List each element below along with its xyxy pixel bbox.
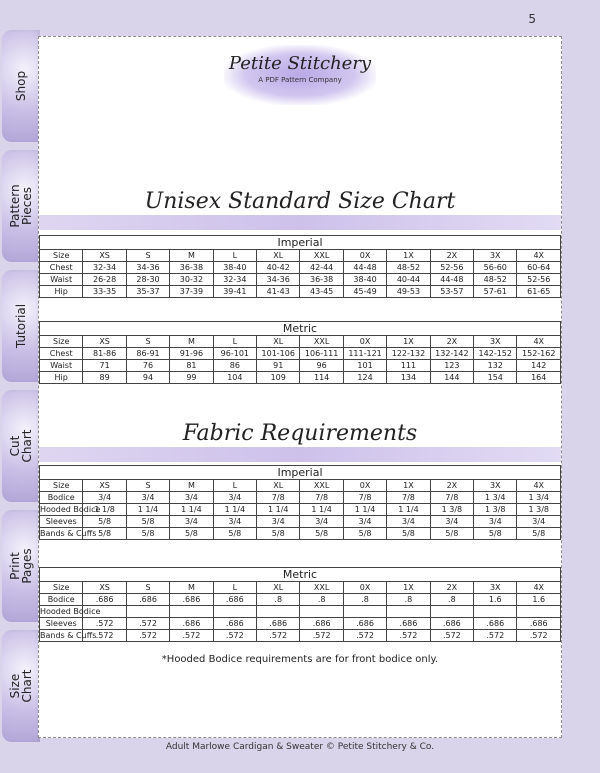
table-cell: .686 [343,618,386,630]
table-cell: .686 [387,618,430,630]
title-band [39,447,561,462]
table-cell: 154 [474,372,517,384]
table-header-cell: 1X [387,480,430,492]
table-cell: 5/8 [430,528,473,540]
table-cell: 45-49 [343,286,386,298]
table-header-cell: 4X [517,336,561,348]
table-header-cell: S [126,480,169,492]
table-cell: 44-48 [343,262,386,274]
table-cell: 3/4 [257,516,300,528]
table-row [40,262,561,274]
table-header-cell: 2X [430,480,473,492]
tab-cut-chart[interactable] [2,390,40,502]
table-cell: .686 [300,618,343,630]
size-chart-metric-table [39,321,561,384]
table-cell: 71 [83,360,126,372]
row-label: Hooded Bodice [40,505,101,514]
table-cell: 57-61 [474,286,517,298]
table-cell: 5/8 [474,528,517,540]
row-label: Chest [40,348,83,360]
table-cell: 122-132 [387,348,430,360]
table-cell: 101-106 [257,348,300,360]
row-label: Bands & Cuffs [40,529,97,538]
fabric-requirements-title: Fabric Requirements [182,421,418,446]
table-cell: 109 [257,372,300,384]
table-cell: 96 [300,360,343,372]
table-cell: 39-41 [213,286,256,298]
row-label: Waist [40,274,83,286]
table-cell: .686 [257,618,300,630]
table-cell: .572 [300,630,343,642]
table-cell: 111 [387,360,430,372]
table-cell: 5/8 [387,528,430,540]
table-header-cell: XL [257,336,300,348]
table-header-cell: 4X [517,250,561,262]
table-cell: .686 [430,618,473,630]
row-label: Bands & Cuffs [40,631,97,640]
page-footer: Adult Marlowe Cardigan & Sweater © Petite Stitchery & Co. [165,742,435,752]
page-number: 5 [528,12,536,26]
table-cell: 91-96 [170,348,213,360]
table-cell: 152-162 [517,348,561,360]
table-header-cell: 2X [430,250,473,262]
table-header-cell: M [170,582,213,594]
table-cell: 5/8 [83,528,126,540]
table-header-cell: Size [40,480,83,492]
table-header-row [40,582,561,594]
table-row [40,528,561,540]
table-cell: 1 1/4 [300,504,343,516]
table-cell [387,606,430,618]
table-cell: 81-86 [83,348,126,360]
table-row [40,630,561,642]
table-row [40,492,561,504]
table-cell [213,606,256,618]
table-header-cell: 0X [343,250,386,262]
table-cell: 1.6 [474,594,517,606]
row-label: Hip [40,372,83,384]
table-cell: 61-65 [517,286,561,298]
table-cell: 5/8 [213,528,256,540]
table-cell: .572 [83,618,126,630]
table-header-cell: XXL [300,480,343,492]
table-cell: 5/8 [343,528,386,540]
table-header-cell: L [213,480,256,492]
table-cell: 101 [343,360,386,372]
table-cell: 5/8 [257,528,300,540]
table-cell: .572 [126,630,169,642]
table-cell: 3/4 [387,516,430,528]
table-cell: 7/8 [257,492,300,504]
table-header-cell: S [126,336,169,348]
table-cell: 142-152 [474,348,517,360]
table-cell: .572 [83,630,126,642]
table-cell: 3/4 [517,516,561,528]
table-cell: 3/4 [343,516,386,528]
row-label: Bodice [40,492,83,504]
size-chart-title: Unisex Standard Size Chart [144,189,456,214]
table-header-row [40,250,561,262]
table-header-cell: M [170,480,213,492]
table-cell: 42-44 [300,262,343,274]
table-cell: 91 [257,360,300,372]
table-cell: .572 [213,630,256,642]
tab-print-pages[interactable] [2,510,40,622]
table-cell: 3/4 [170,492,213,504]
table-cell: 86 [213,360,256,372]
row-label: Sleeves [40,516,83,528]
table-row [40,348,561,360]
table-header-cell: 4X [517,480,561,492]
table-cell: .686 [170,618,213,630]
table-header-cell: 3X [474,336,517,348]
table-header-cell: L [213,250,256,262]
table-cell: 1 3/8 [474,504,517,516]
row-label: Hip [40,286,83,298]
table-cell: .686 [517,618,561,630]
tab-pattern-pieces-label: Pattern Pieces [8,184,34,228]
table-header-cell: S [126,582,169,594]
table-cell [126,606,169,618]
size-chart-imperial-table [39,235,561,298]
logo-subtitle: A PDF Pattern Company [258,76,342,84]
table-cell: 32-34 [213,274,256,286]
table-cell: 49-53 [387,286,430,298]
table-cell [430,606,473,618]
table-cell: 1 3/8 [430,504,473,516]
table-cell: .8 [300,594,343,606]
tab-shop[interactable] [2,30,40,142]
table-cell: .8 [257,594,300,606]
table-header-cell: 1X [387,336,430,348]
table-cell: 53-57 [430,286,473,298]
table-cell: 52-56 [430,262,473,274]
table-cell: 41-43 [257,286,300,298]
table-header-cell: XXL [300,336,343,348]
table-cell: 123 [430,360,473,372]
table-row [40,606,561,618]
fabric-imperial-table [39,465,561,540]
table-header-cell: 3X [474,250,517,262]
table-caption: Imperial [40,466,561,480]
table-cell: .572 [430,630,473,642]
table-cell [517,606,561,618]
table-caption: Metric [40,568,561,582]
table-row [40,516,561,528]
tab-size-chart-label: Size Chart [8,669,34,703]
fabric-metric-table [39,567,561,642]
table-header-cell: 2X [430,336,473,348]
table-cell: .572 [474,630,517,642]
table-cell: 3/4 [430,516,473,528]
table-cell: .686 [213,594,256,606]
table-row [40,274,561,286]
table-row [40,372,561,384]
table-cell: 76 [126,360,169,372]
table-cell: 164 [517,372,561,384]
table-header-cell: 1X [387,582,430,594]
table-cell: 48-52 [387,262,430,274]
table-header-cell: M [170,250,213,262]
table-cell: 3/4 [83,492,126,504]
table-cell: .8 [343,594,386,606]
table-cell [474,606,517,618]
table-cell [257,606,300,618]
table-cell: 26-28 [83,274,126,286]
table-cell: .572 [170,630,213,642]
table-cell: 5/8 [300,528,343,540]
table-header-cell: 0X [343,336,386,348]
table-cell: .572 [387,630,430,642]
table-cell: 89 [83,372,126,384]
table-cell: .572 [343,630,386,642]
table-cell: 33-35 [83,286,126,298]
table-cell: 144 [430,372,473,384]
table-header-cell: XS [83,480,126,492]
tab-cut-chart-label: Cut Chart [8,429,34,463]
table-caption: Metric [40,322,561,336]
tab-size-chart[interactable] [2,630,40,742]
table-cell: 1 1/4 [213,504,256,516]
tab-tutorial[interactable] [2,270,40,382]
table-cell: .8 [387,594,430,606]
table-header-cell: 3X [474,480,517,492]
table-header-cell: L [213,582,256,594]
table-cell: 38-40 [213,262,256,274]
table-cell: 3/4 [300,516,343,528]
table-header-cell: 3X [474,582,517,594]
table-cell: 5/8 [83,516,126,528]
row-label: Chest [40,262,83,274]
table-row [40,504,561,516]
table-cell: 43-45 [300,286,343,298]
table-cell: 1 3/8 [517,504,561,516]
table-cell: 40-44 [387,274,430,286]
table-cell: 3/4 [474,516,517,528]
tab-tutorial-label: Tutorial [14,303,28,349]
table-header-cell: XS [83,336,126,348]
table-cell: 5/8 [170,528,213,540]
table-cell: 1 1/4 [343,504,386,516]
table-header-cell: Size [40,336,83,348]
tab-pattern-pieces[interactable] [2,150,40,262]
table-cell: 132 [474,360,517,372]
table-header-cell: M [170,336,213,348]
page-content [38,36,562,738]
table-cell: 1 1/4 [257,504,300,516]
table-cell: 48-52 [474,274,517,286]
table-header-cell: Size [40,250,83,262]
table-cell: 111-121 [343,348,386,360]
table-cell: 114 [300,372,343,384]
table-cell: 104 [213,372,256,384]
table-cell: 86-91 [126,348,169,360]
hooded-bodice-note: *Hooded Bodice requirements are for front bodice only. [161,654,439,665]
table-cell: 7/8 [343,492,386,504]
side-tabs [0,30,40,750]
table-cell: 44-48 [430,274,473,286]
table-cell: 3/4 [213,516,256,528]
table-header-cell: XL [257,480,300,492]
table-cell: 34-36 [257,274,300,286]
table-cell: 56-60 [474,262,517,274]
table-cell [300,606,343,618]
table-row [40,594,561,606]
table-cell: 40-42 [257,262,300,274]
table-cell: 99 [170,372,213,384]
table-header-cell: 4X [517,582,561,594]
title-band [39,215,561,230]
table-cell: .686 [126,594,169,606]
row-label: Waist [40,360,83,372]
table-cell: 1 3/4 [517,492,561,504]
table-cell: 7/8 [430,492,473,504]
table-cell: .8 [430,594,473,606]
table-cell: 36-38 [300,274,343,286]
table-header-cell: XXL [300,582,343,594]
table-cell: 37-39 [170,286,213,298]
table-cell: 7/8 [387,492,430,504]
table-cell: 3/4 [213,492,256,504]
table-header-cell: S [126,250,169,262]
table-header-cell: 0X [343,480,386,492]
table-cell: 36-38 [170,262,213,274]
table-header-cell: XXL [300,250,343,262]
table-cell: 1 1/4 [126,504,169,516]
table-cell: 124 [343,372,386,384]
table-cell: .572 [517,630,561,642]
table-caption: Imperial [40,236,561,250]
tab-shop-label: Shop [14,70,28,102]
table-header-cell: XL [257,582,300,594]
table-cell: .572 [126,618,169,630]
table-cell: 52-56 [517,274,561,286]
table-row [40,360,561,372]
table-header-cell: L [213,336,256,348]
table-cell: 60-64 [517,262,561,274]
table-cell: 3/4 [170,516,213,528]
table-cell: 34-36 [126,262,169,274]
table-row [40,618,561,630]
table-cell: 3/4 [126,492,169,504]
table-header-cell: 2X [430,582,473,594]
table-cell [170,606,213,618]
table-cell: 94 [126,372,169,384]
table-cell: 1 3/4 [474,492,517,504]
table-cell: 96-101 [213,348,256,360]
row-label: Hooded Bodice [40,607,101,616]
table-header-row [40,336,561,348]
brand-logo [224,45,376,105]
table-cell: 1 1/8 [83,504,126,516]
table-header-cell: 1X [387,250,430,262]
table-cell: 81 [170,360,213,372]
table-cell: 5/8 [126,516,169,528]
table-cell: 38-40 [343,274,386,286]
table-cell: 5/8 [517,528,561,540]
table-cell: .686 [474,618,517,630]
table-cell: 132-142 [430,348,473,360]
table-header-cell: Size [40,582,83,594]
table-cell: 1.6 [517,594,561,606]
table-cell: 28-30 [126,274,169,286]
logo-title: Petite Stitchery [228,53,372,74]
table-cell: 106-111 [300,348,343,360]
table-row [40,286,561,298]
table-cell: 7/8 [300,492,343,504]
table-header-cell: XS [83,250,126,262]
table-cell: 30-32 [170,274,213,286]
table-cell: .686 [83,594,126,606]
table-header-cell: XS [83,582,126,594]
table-cell: .572 [257,630,300,642]
table-cell: 142 [517,360,561,372]
table-cell: .686 [170,594,213,606]
table-cell: 1 1/4 [170,504,213,516]
table-cell: 134 [387,372,430,384]
table-cell: .686 [213,618,256,630]
table-cell: 32-34 [83,262,126,274]
row-label: Sleeves [40,618,83,630]
tab-print-pages-label: Print Pages [8,548,34,584]
table-cell: 5/8 [126,528,169,540]
table-header-cell: XL [257,250,300,262]
table-cell [343,606,386,618]
row-label: Bodice [40,594,83,606]
table-header-row [40,480,561,492]
table-cell: 1 1/4 [387,504,430,516]
table-cell: 35-37 [126,286,169,298]
table-header-cell: 0X [343,582,386,594]
